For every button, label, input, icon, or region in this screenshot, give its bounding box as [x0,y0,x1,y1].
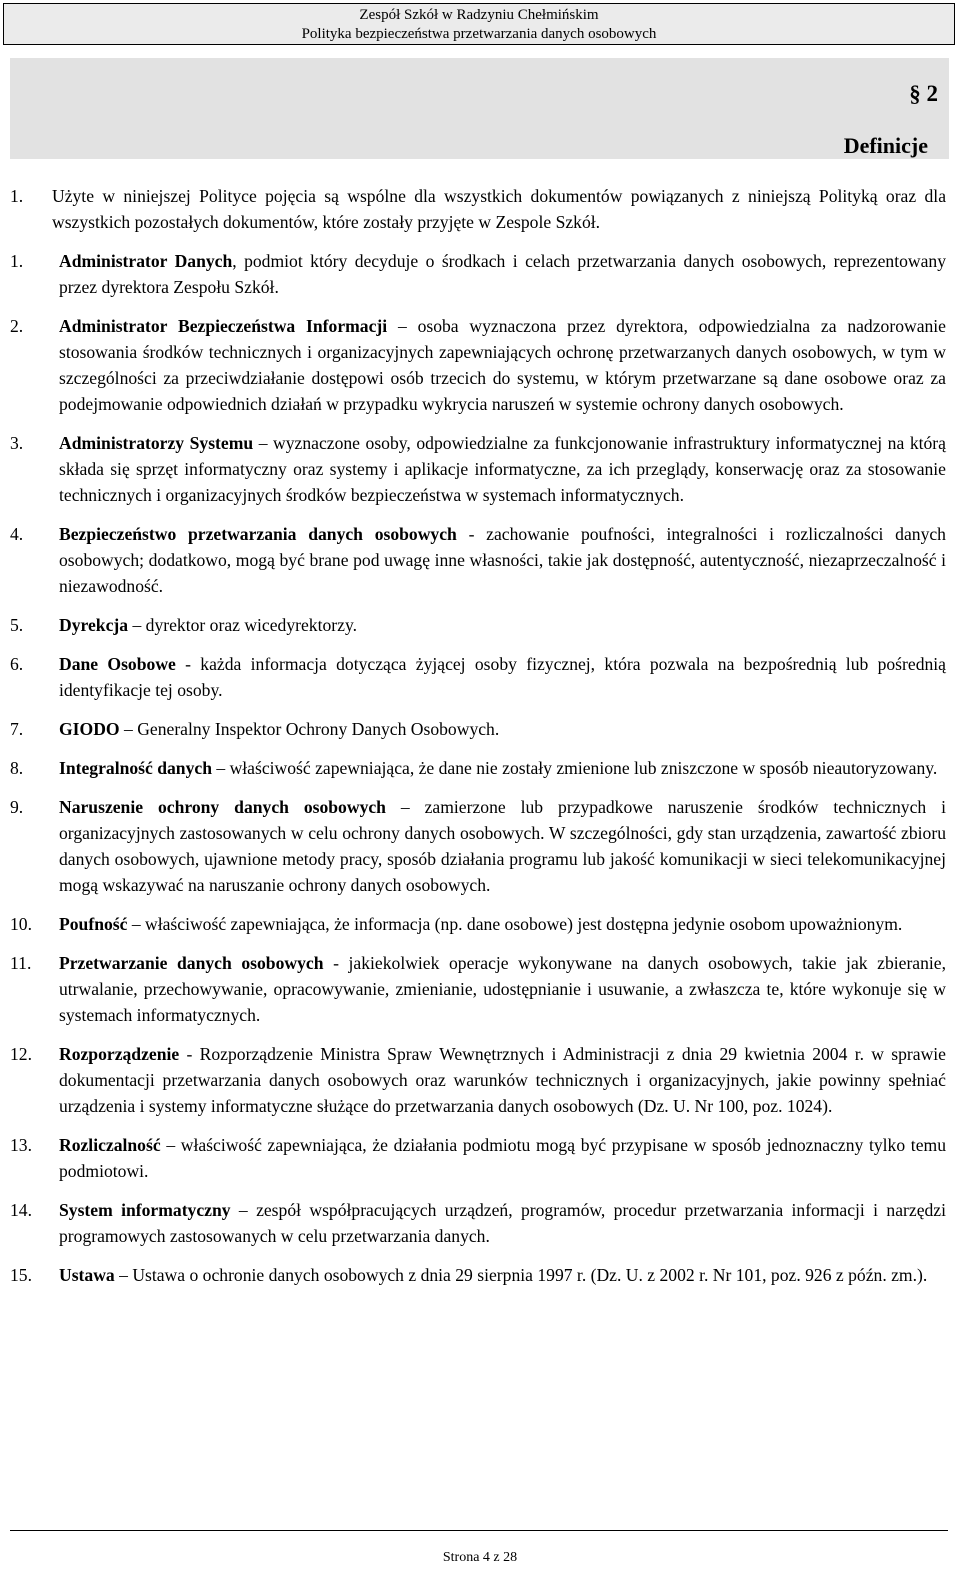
definition-text: , podmiot który decyduje o środkach i celach przetwarzania danych osobowych, reprezentowany przez dyrektora Zespołu Szkół. [59,251,946,297]
intro-paragraph [10,183,946,235]
definition-body [59,521,946,599]
definition-number: 9. [10,797,24,817]
definition-text: – właściwość zapewniająca, że informacja (np. dane osobowe) jest dostępna jedynie osobom upoważnionym. [127,914,903,934]
definition-number: 1. [10,251,24,271]
definition-item [10,521,946,599]
definition-item [10,1262,946,1288]
definition-item [10,651,946,703]
definition-number: 5. [10,615,24,635]
definition-text: - jakiekolwiek operacje wykonywane na danych osobowych, takie jak zbieranie, utrwalanie, przechowywanie, opracowywanie, zmienianie, udostępnianie i usuwanie, a zwłaszcza te, które wykonuje się w systemach informatycznych. [59,953,947,1025]
definitions-list [10,248,946,1301]
definition-term: Integralność danych [59,758,212,778]
definition-item [10,313,946,417]
definition-number: 6. [10,654,24,674]
definition-item [10,755,946,781]
section-number: § 2 [909,81,938,106]
section-title: Definicje [843,133,928,158]
definition-text: – osoba wyznaczona przez dyrektora, odpowiedzialna za nadzorowanie stosowania środków technicznych i organizacyjnych zapewniających ochronę przetwarzanych danych osobowych, w tym w szczególności za przeciwdziałanie dostępowi osób trzecich do systemu, w którym przetwarzane są dane osobowe oraz za podejmowanie odpowiednich działań w przypadku wykrycia naruszeń w systemie ochrony danych osobowych. [59,316,946,414]
definition-term: Rozporządzenie [59,1044,180,1064]
definition-body [59,755,946,781]
definition-term: Rozliczalność [59,1135,161,1155]
definition-number: 7. [10,719,24,739]
definition-text: – zespół współpracujących urządzeń, programów, procedur przetwarzania informacji i narzędzi programowych zastosowanych w celu przetwarzania danych. [59,1200,946,1246]
definition-text: – Generalny Inspektor Ochrony Danych Osobowych. [119,719,500,739]
definition-text: – zamierzone lub przypadkowe naruszenie środków technicznych i organizacyjnych zastosowanych w celu ochrony danych osobowych. W szczególności, gdy stan urządzenia, zawartość zbioru danych osobowych, ujawnione metody pracy, sposób działania programu lub jakość komunikacji w sieci telekomunikacyjnej mogą wskazywać na naruszanie ochrony danych osobowych. [59,797,947,895]
definition-term: System informatyczny [59,1200,231,1220]
definition-item [10,1132,946,1184]
definition-term: Administrator Bezpieczeństwa Informacji [59,316,388,336]
definition-term: GIODO [59,719,120,739]
definition-term: Administratorzy Systemu [59,433,254,453]
definition-item [10,430,946,508]
definition-body [59,313,946,417]
definition-text: – dyrektor oraz wicedyrektorzy. [128,615,358,635]
definition-number: 2. [10,316,24,336]
definition-number: 15. [10,1265,32,1285]
intro-number: 1. [10,186,24,206]
definition-number: 11. [10,953,32,973]
definition-text: - Rozporządzenie Ministra Spraw Wewnętrznych i Administracji z dnia 29 kwietnia 2004 r. w sprawie dokumentacji przetwarzania danych osobowych oraz warunków technicznych i organizacyjnych, jakie powinny spełniać urządzenia i systemy informatyczne służące do przetwarzania danych osobowych (Dz. U. Nr 100, poz. 1024). [59,1044,946,1116]
definition-text: – właściwość zapewniająca, że działania podmiotu mogą być przypisane w sposób jednoznaczny tylko temu podmiotowi. [59,1135,946,1181]
definition-term: Poufność [59,914,128,934]
section-heading [10,58,949,159]
intro-text: Użyte w niniejszej Polityce pojęcia są wspólne dla wszystkich dokumentów powiązanych z niniejszą Polityką oraz dla wszystkich pozostałych dokumentów, które zostały przyjęte w Zespole Szkół. [52,186,946,232]
definition-item [10,1197,946,1249]
definition-body [59,1262,946,1288]
definition-number: 10. [10,914,32,934]
header-school-name: Zespół Szkół w Radzyniu Chełmińskim [359,7,599,23]
definition-number: 3. [10,433,24,453]
definition-number: 14. [10,1200,32,1220]
definition-text: - zachowanie poufności, integralności i rozliczalności danych osobowych; dodatkowo, mogą być brane pod uwagę inne własności, takie jak dostępność, autentyczność, niezaprzeczalność i niezawodność. [59,524,946,596]
definition-text: – wyznaczone osoby, odpowiedzialne za funkcjonowanie infrastruktury informatycznej na którą składa się sprzęt informatyczny oraz systemy i aplikacje informatyczne, za ich przeglądy, konserwację oraz za stosowanie technicznych i organizacyjnych środków bezpieczeństwa w systemach informatycznych. [59,433,946,505]
definition-number: 13. [10,1135,32,1155]
definition-body [59,1132,946,1184]
definition-term: Naruszenie ochrony danych osobowych [59,797,386,817]
definition-number: 12. [10,1044,32,1064]
definition-term: Przetwarzanie danych osobowych [59,953,324,973]
header-document-title: Polityka bezpieczeństwa przetwarzania danych osobowych [301,26,657,42]
definition-item [10,950,946,1028]
definition-item [10,612,946,638]
definition-body [59,794,946,898]
definition-body [59,651,946,703]
definition-body [59,1197,946,1249]
definition-text: – właściwość zapewniająca, że dane nie zostały zmienione lub zniszczone w sposób nieautoryzowany. [211,758,938,778]
definition-term: Administrator Danych [59,251,233,271]
definition-item [10,716,946,742]
definition-body [59,950,946,1028]
definition-item [10,248,946,300]
definition-item [10,794,946,898]
definition-body [59,911,946,937]
definition-term: Dyrekcja [59,615,129,635]
definition-number: 8. [10,758,24,778]
footer-divider [10,1530,948,1531]
definition-number: 4. [10,524,24,544]
document-header [3,3,955,45]
definition-body [59,248,946,300]
definition-term: Bezpieczeństwo przetwarzania danych osobowych [59,524,457,544]
definition-item [10,911,946,937]
page-number: Strona 4 z 28 [442,1550,518,1565]
definition-body [59,612,946,638]
definition-term: Dane Osobowe [59,654,176,674]
definition-item [10,1041,946,1119]
definition-body [59,1041,946,1119]
definition-text: - każda informacja dotycząca żyjącej osoby fizycznej, która pozwala na bezpośrednią lub pośrednią identyfikacje tej osoby. [59,654,946,700]
definition-body [59,430,946,508]
definition-term: Ustawa [59,1265,115,1285]
definition-body [59,716,946,742]
definition-text: – Ustawa o ochronie danych osobowych z dnia 29 sierpnia 1997 r. (Dz. U. z 2002 r. Nr 101, poz. 926 z późn. zm.). [114,1265,928,1285]
